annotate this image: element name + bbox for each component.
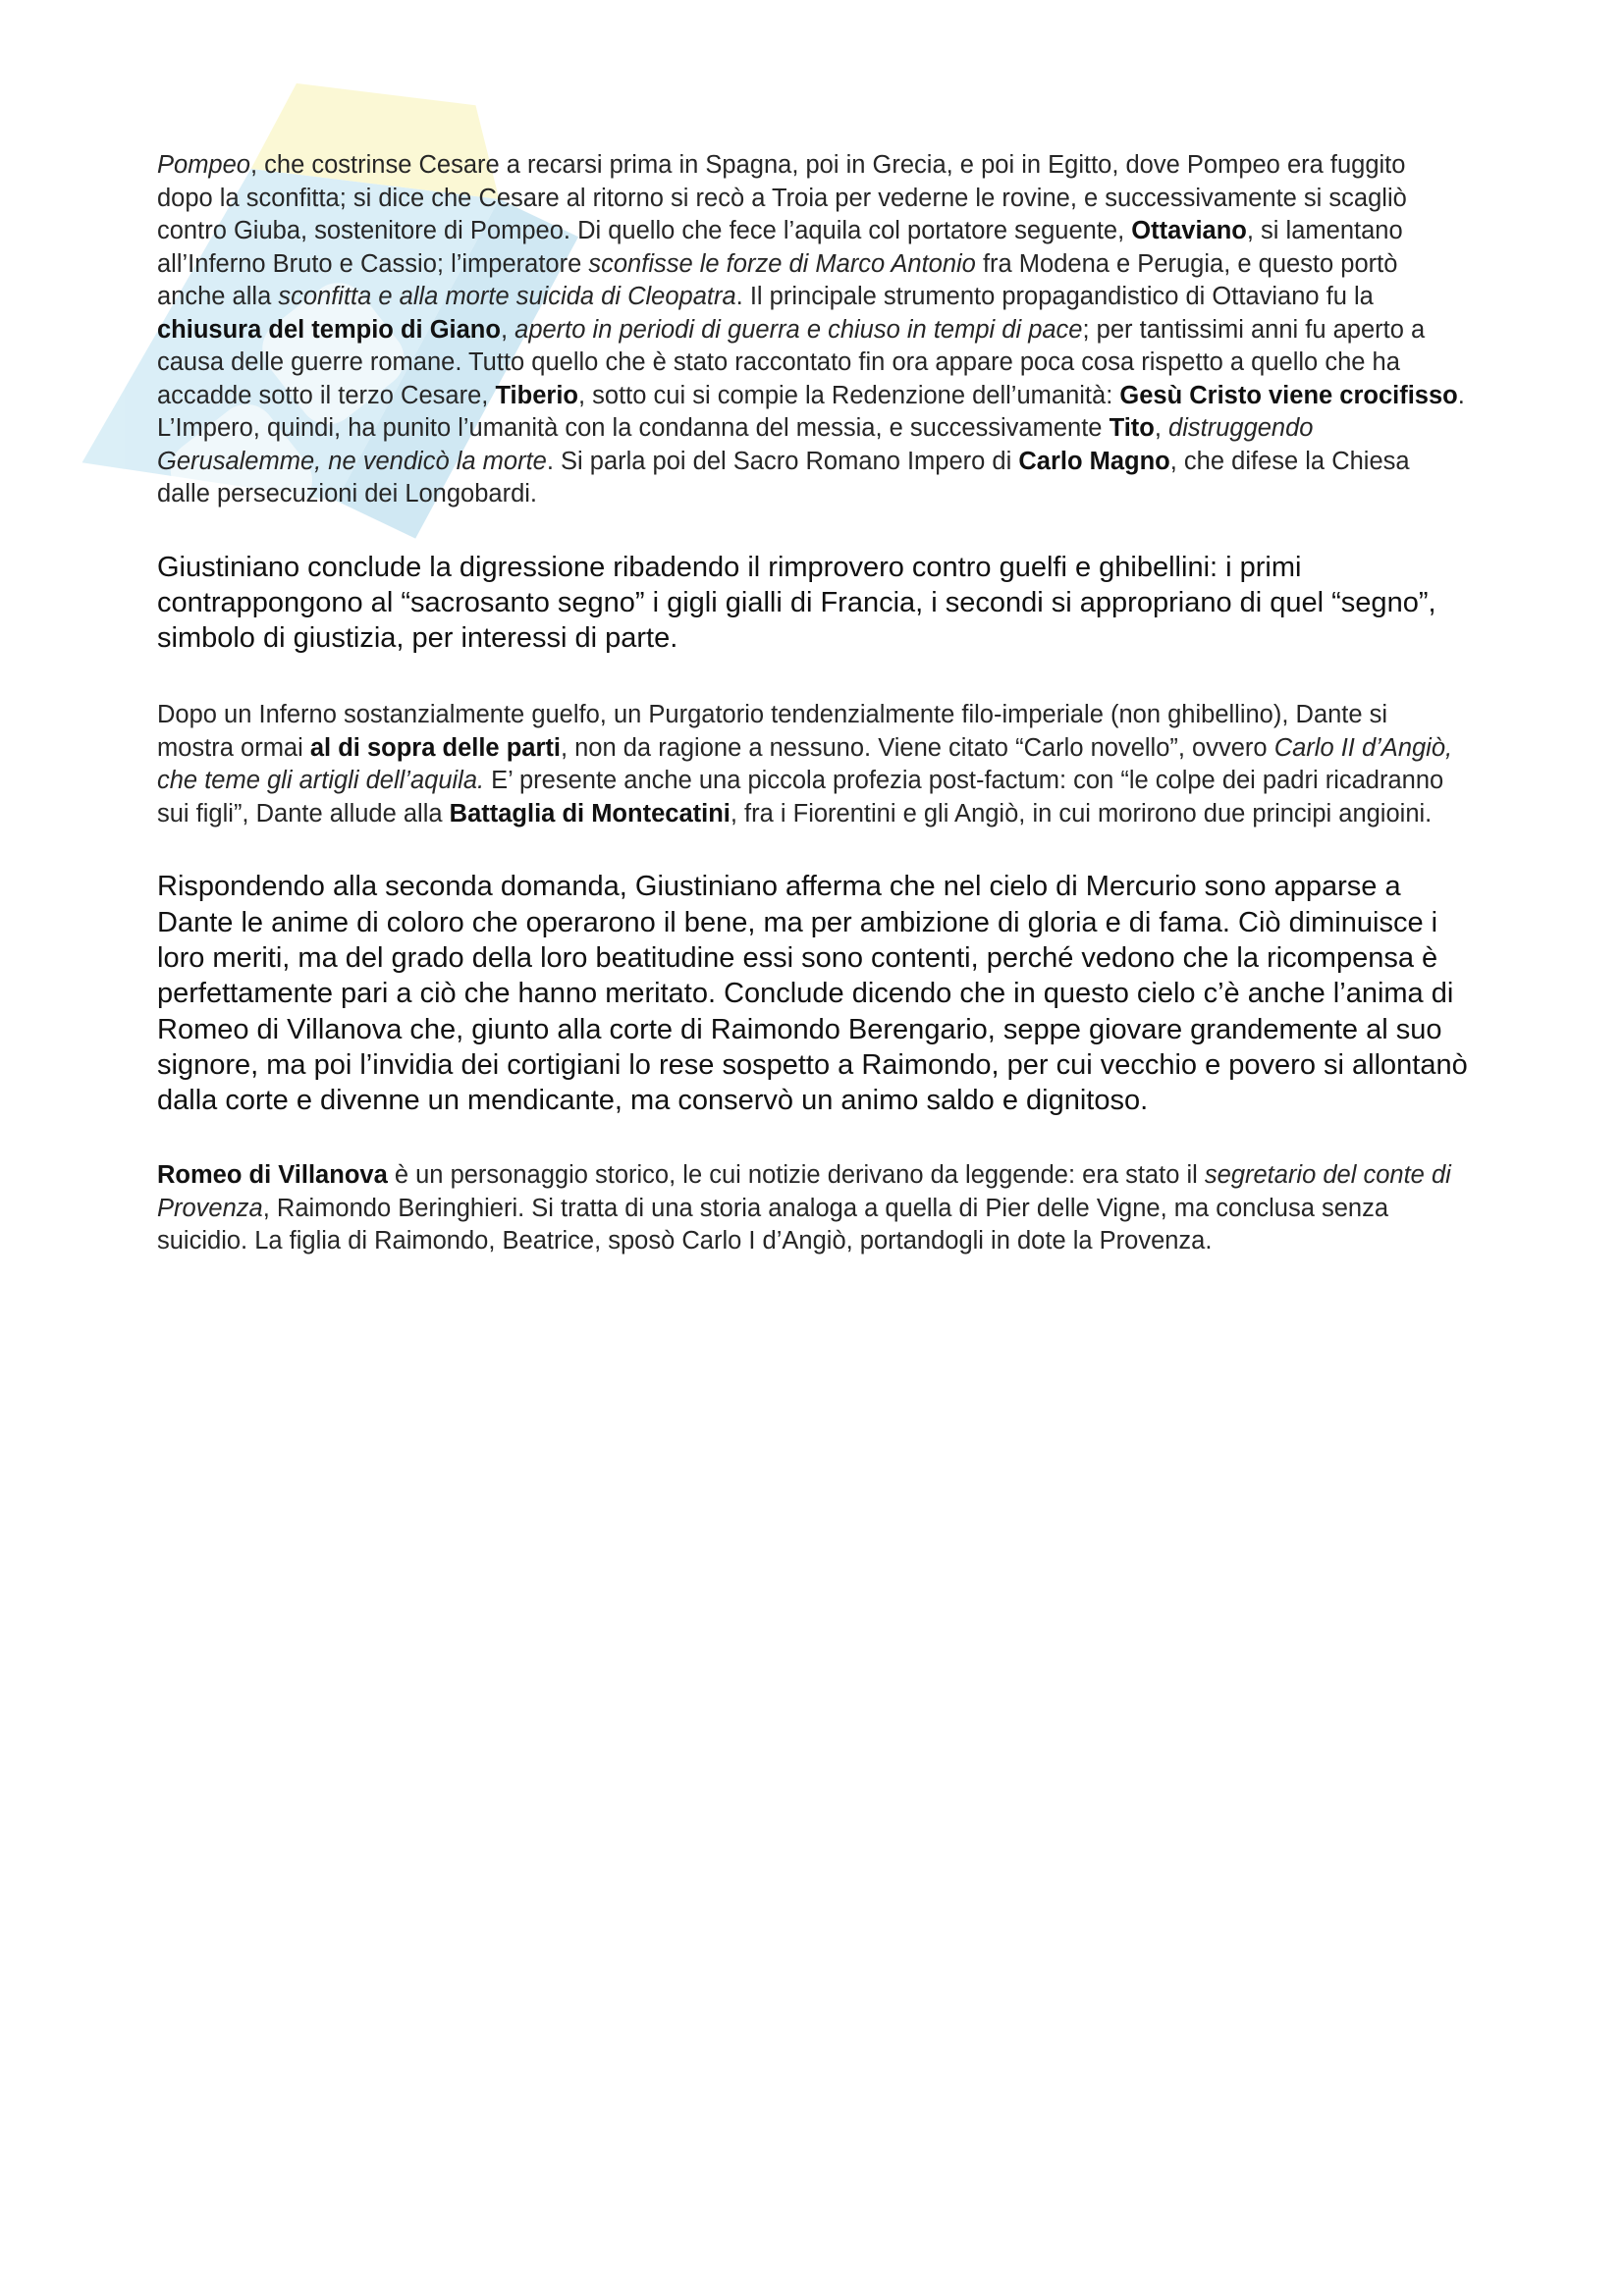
paragraph-romeo-villanova <box>157 1159 1468 1258</box>
italic-text: Carlo II d’Angiò, che teme gli artigli dell’aquila. <box>157 733 1453 795</box>
text-run: , che costrinse Cesare a recarsi prima in Spagna, poi in Grecia, e poi in Egitto, dove Pompeo era fuggito dopo la sconfitta; si dice che Cesare al ritorno si recò a Troia per vederne le rovine, e successivamente si scagliò contro Giuba, sostenitore di Pompeo. Di quello che fece l’aquila col portatore seguente, <box>157 151 1407 244</box>
bold-text: Tito <box>1109 414 1155 442</box>
text-run: Rispondendo alla seconda domanda, Giustiniano afferma che nel cielo di Mercurio sono apparse a Dante le anime di coloro che operarono il bene, ma per ambizione di gloria e di fama. Ciò diminuisce i loro meriti, ma del grado della loro beatitudine essi sono contenti, perché vedono che la ricompensa è perfettamente pari a ciò che hanno meritato. Conclude dicendo che in questo cielo c’è anche l’anima di Romeo di Villanova che, giunto alla corte di Raimondo Berengario, seppe giovare grandemente al suo signore, ma poi l’invidia dei cortigiani lo rese sospetto a Raimondo, per cui vecchio e povero si allontanò dalla corte e divenne un mendicante, ma conservò un animo saldo e dignitoso. <box>157 871 1468 1117</box>
text-run: . L’Impero, quindi, ha punito l’umanità con la condanna del messia, e successivamente <box>157 381 1465 442</box>
text-run: , non da ragione a nessuno. Viene citato “Carlo novello”, ovvero <box>560 733 1274 762</box>
text-run: E’ presente anche una piccola profezia post-factum: con “le colpe dei padri ricadranno sui figli”, Dante allude alla <box>157 767 1444 828</box>
text-run: . Si parla poi del Sacro Romano Impero di <box>546 447 1019 475</box>
text-run: fra Modena e Perugia, e questo portò anche alla <box>157 249 1398 310</box>
paragraph-seconda-domanda <box>157 869 1468 1118</box>
text-run: , fra i Fiorentini e gli Angiò, in cui morirono due principi angioini. <box>730 799 1433 828</box>
italic-text: distruggendo Gerusalemme, ne vendicò la morte <box>157 414 1314 475</box>
bold-text: Romeo di Villanova <box>157 1161 388 1190</box>
text-run: , Raimondo Beringhieri. Si tratta di una storia analoga a quella di Pier delle Vigne, ma conclusa senza suicidio. La figlia di Raimondo, Beatrice, sposò Carlo I d’Angiò, portandogli in dote la Provenza. <box>157 1194 1389 1255</box>
document-body <box>157 149 1468 1258</box>
text-run: , che difese la Chiesa dalle persecuzioni dei Longobardi. <box>157 447 1410 507</box>
paragraph-history-empire <box>157 149 1468 511</box>
text-run: Dopo un Inferno sostanzialmente guelfo, un Purgatorio tendenzialmente filo-imperiale (non ghibellino), Dante si mostra ormai <box>157 701 1388 762</box>
italic-text: aperto in periodi di guerra e chiuso in tempi di pace <box>514 315 1083 344</box>
bold-text: Gesù Cristo viene crocifisso <box>1119 381 1458 409</box>
paragraph-guelfi-ghibellini <box>157 550 1468 657</box>
text-run: ; per tantissimi anni fu aperto a causa delle guerre romane. Tutto quello che è stato raccontato fin ora appare poca cosa rispetto a quello che ha accadde sotto il terzo Cesare, <box>157 315 1426 409</box>
bold-text: chiusura del tempio di Giano <box>157 315 501 344</box>
bold-text: Carlo Magno <box>1018 447 1170 475</box>
text-run: , <box>1154 414 1169 442</box>
paragraph-dante-parti <box>157 699 1468 830</box>
bold-text: al di sopra delle parti <box>309 733 561 762</box>
bold-text: Tiberio <box>495 381 578 409</box>
italic-text: sconfisse le forze di Marco Antonio <box>588 249 976 278</box>
text-run: , sotto cui si compie la Redenzione dell’umanità: <box>577 381 1120 409</box>
italic-text: segretario del conte di Provenza <box>157 1161 1451 1222</box>
text-run: . Il principale strumento propagandistico di Ottaviano fu la <box>735 283 1374 310</box>
text-run: è un personaggio storico, le cui notizie derivano da leggende: era stato il <box>387 1161 1205 1190</box>
bold-text: Ottaviano <box>1131 217 1247 244</box>
text-run: Giustiniano conclude la digressione ribadendo il rimprovero contro guelfi e ghibellini: i primi contrappongono al “sacrosanto segno” i gigli gialli di Francia, i secondi si appropriano di quel “segno”, simbolo di giustizia, per interessi di parte. <box>157 551 1436 655</box>
bold-text: Battaglia di Montecatini <box>449 799 731 828</box>
text-run: , <box>500 315 515 344</box>
italic-text: Pompeo <box>157 151 250 179</box>
italic-text: sconfitta e alla morte suicida di Cleopatra <box>278 283 736 310</box>
text-run: , si lamentano all’Inferno Bruto e Cassio; l’imperatore <box>157 217 1403 278</box>
